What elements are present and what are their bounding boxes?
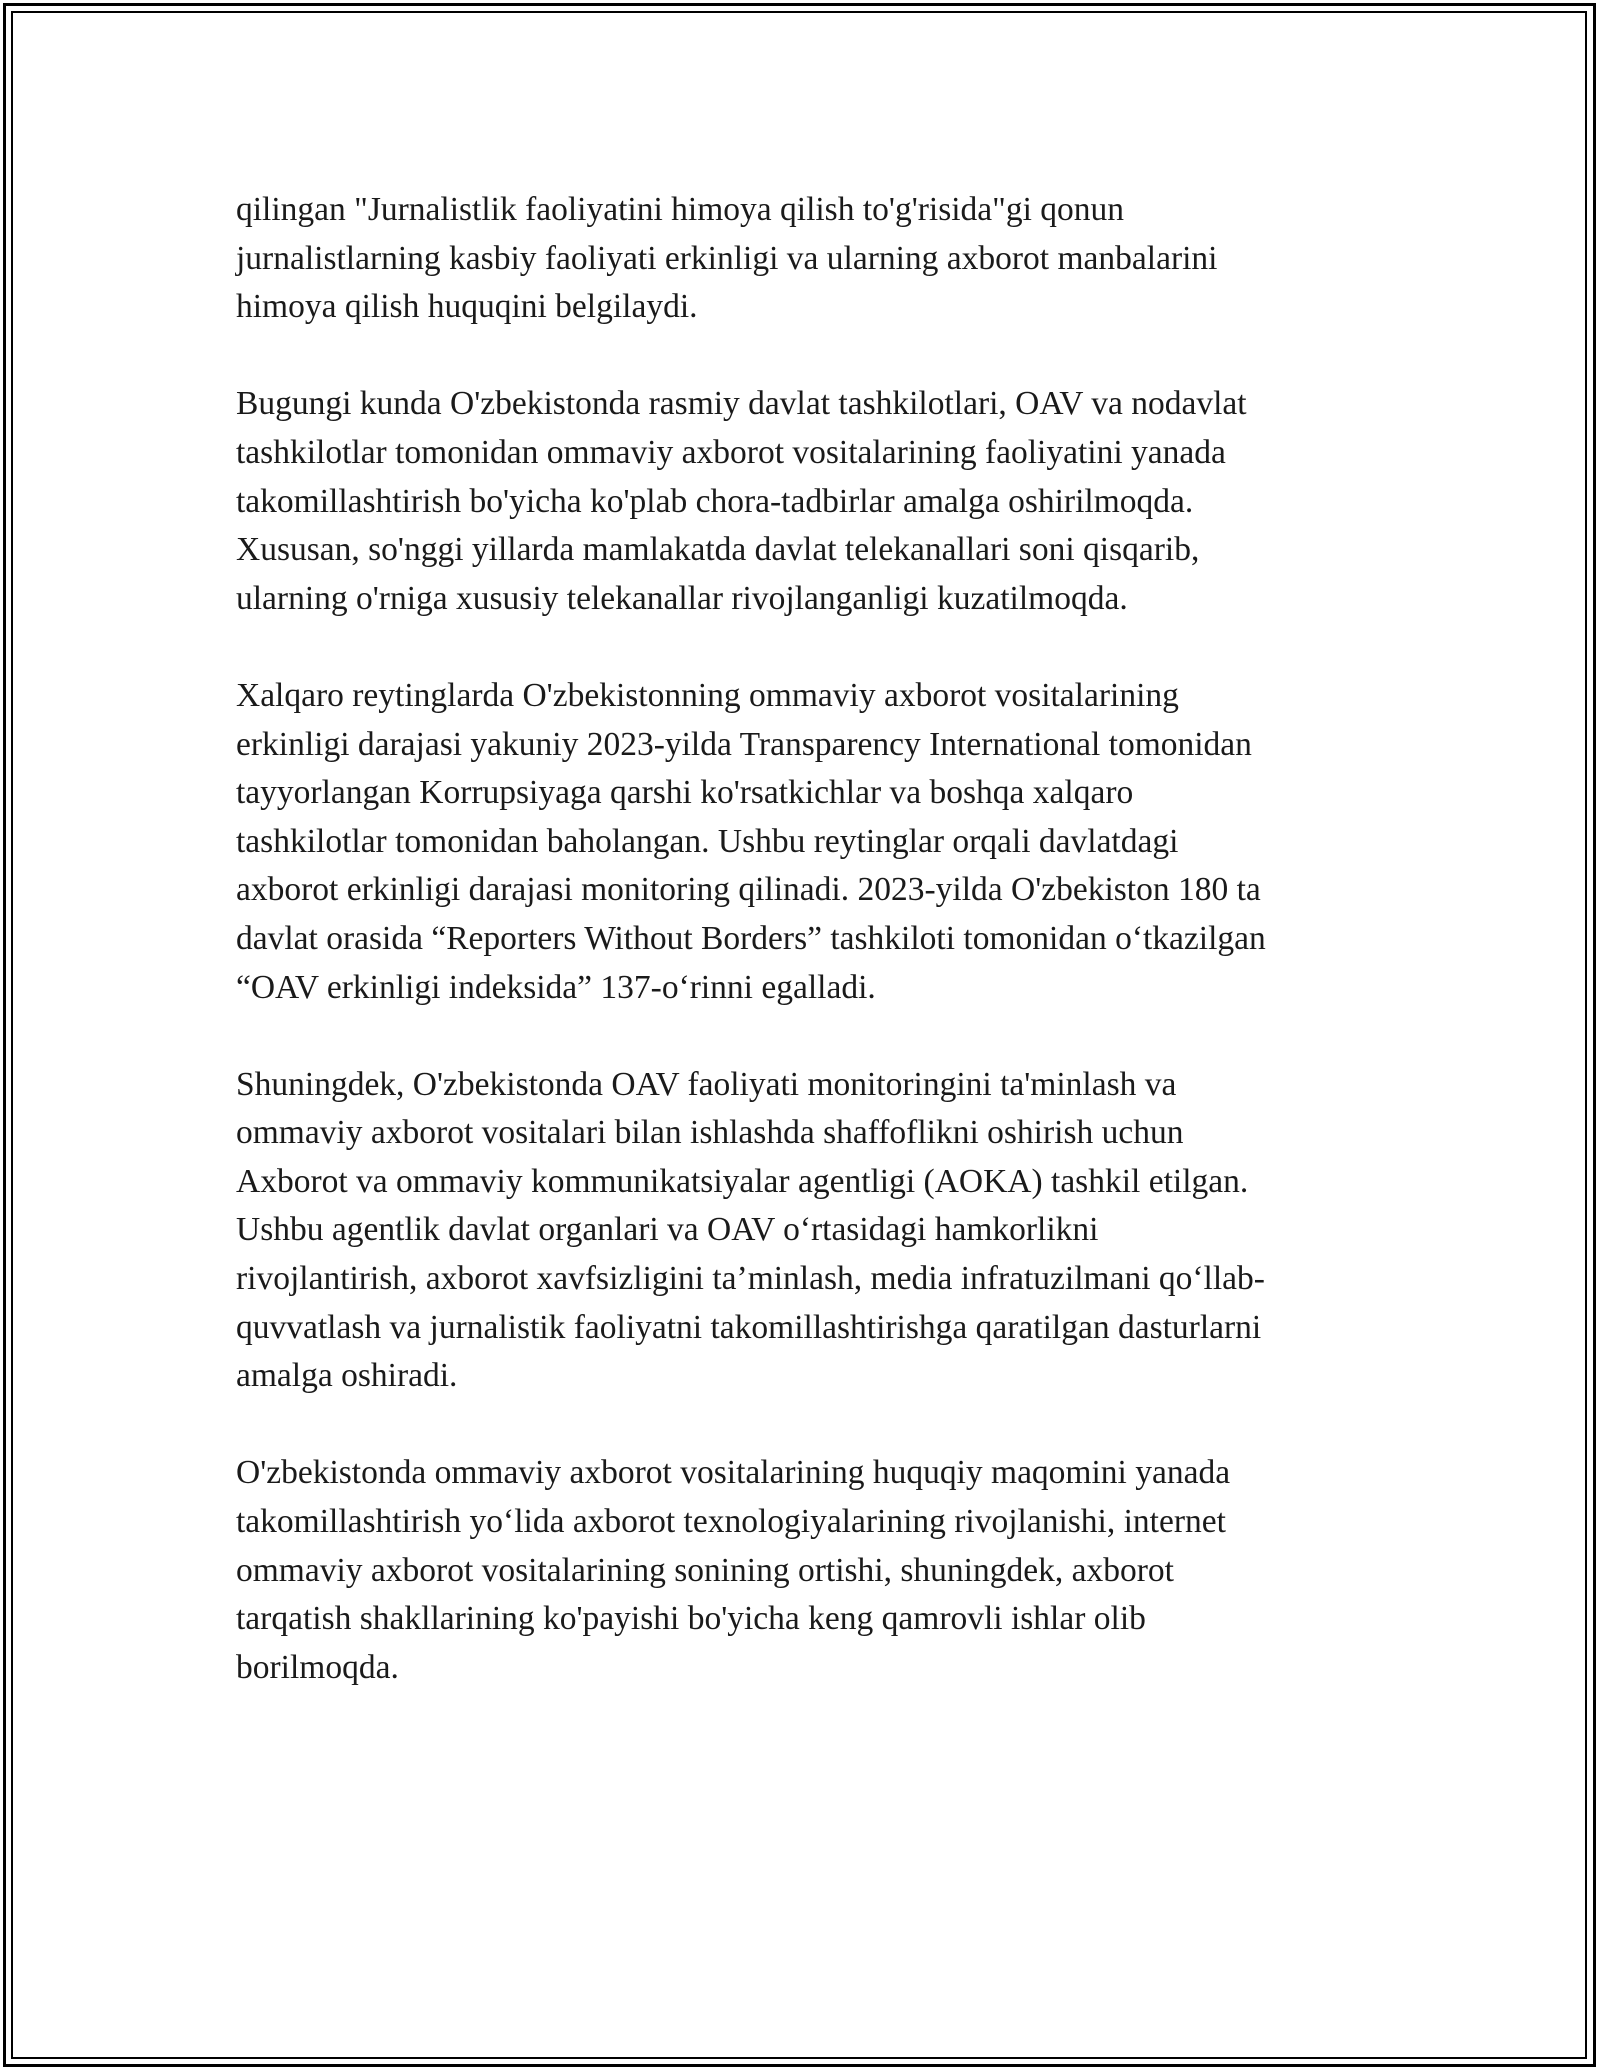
text-line: ommaviy axborot vositalarining sonining ortishi, shuningdek, axborot xyxy=(236,1551,1174,1589)
paragraph-1 xyxy=(236,186,1386,332)
text-line: axborot erkinligi darajasi monitoring qilinadi. 2023-yilda O'zbekiston 180 ta xyxy=(236,871,1261,909)
document-body xyxy=(236,186,1386,1741)
text-line: tayyorlangan Korrupsiyaga qarshi ko'rsatkichlar va boshqa xalqaro xyxy=(236,774,1134,812)
text-line: “OAV erkinligi indeksida” 137-o‘rinni egalladi. xyxy=(236,968,876,1006)
text-line: Bugungi kunda O'zbekistonda rasmiy davlat tashkilotlari, OAV va nodavlat xyxy=(236,385,1247,423)
paragraph-3 xyxy=(236,672,1386,1012)
text-line: tarqatish shakllarining ko'payishi bo'yicha keng qamrovli ishlar olib xyxy=(236,1600,1146,1638)
text-line: Shuningdek, O'zbekistonda OAV faoliyati monitoringini ta'minlash va xyxy=(236,1065,1177,1103)
text-line: rivojlantirish, axborot xavfsizligini ta’minlash, media infratuzilmani qo‘llab- xyxy=(236,1260,1265,1298)
text-line: erkinligi darajasi yakuniy 2023-yilda Transparency International tomonidan xyxy=(236,725,1252,763)
text-line: Axborot va ommaviy kommunikatsiyalar agentligi (AOKA) tashkil etilgan. xyxy=(236,1162,1249,1200)
paragraph-2 xyxy=(236,380,1386,623)
text-line: jurnalistlarning kasbiy faoliyati erkinligi va ularning axborot manbalarini xyxy=(236,239,1218,277)
text-line: Ushbu agentlik davlat organlari va OAV o‘rtasidagi hamkorlikni xyxy=(236,1211,1099,1249)
text-line: tashkilotlar tomonidan ommaviy axborot vositalarining faoliyatini yanada xyxy=(236,433,1226,471)
paragraph-4 xyxy=(236,1061,1386,1401)
text-line: davlat orasida “Reporters Without Borders” tashkiloti tomonidan o‘tkazilgan xyxy=(236,919,1266,957)
text-line: qilingan "Jurnalistlik faoliyatini himoya qilish to'g'risida"gi qonun xyxy=(236,191,1125,228)
text-line: tashkilotlar tomonidan baholangan. Ushbu reytinglar orqali davlatdagi xyxy=(236,822,1179,860)
text-line: ularning o'rniga xususiy telekanallar rivojlanganligi kuzatilmoqda. xyxy=(236,579,1128,617)
text-line: takomillashtirish yo‘lida axborot texnologiyalarining rivojlanishi, internet xyxy=(236,1503,1226,1541)
text-line: quvvatlash va jurnalistik faoliyatni takomillashtirishga qaratilgan dasturlarni xyxy=(236,1308,1262,1346)
text-line: takomillashtirish bo'yicha ko'plab chora-tadbirlar amalga oshirilmoqda. xyxy=(236,482,1194,520)
text-line: ommaviy axborot vositalari bilan ishlashda shaffoflikni oshirish uchun xyxy=(236,1114,1184,1152)
text-line: Xalqaro reytinglarda O'zbekistonning ommaviy axborot vositalarining xyxy=(236,676,1179,714)
text-line: amalga oshiradi. xyxy=(236,1357,458,1395)
text-line: O'zbekistonda ommaviy axborot vositalarining huquqiy maqomini yanada xyxy=(236,1454,1231,1492)
text-line: Xususan, so'nggi yillarda mamlakatda davlat telekanallari soni qisqarib, xyxy=(236,531,1200,569)
paragraph-5 xyxy=(236,1449,1386,1692)
text-line: himoya qilish huquqini belgilaydi. xyxy=(236,288,698,326)
text-line: borilmoqda. xyxy=(236,1648,399,1686)
